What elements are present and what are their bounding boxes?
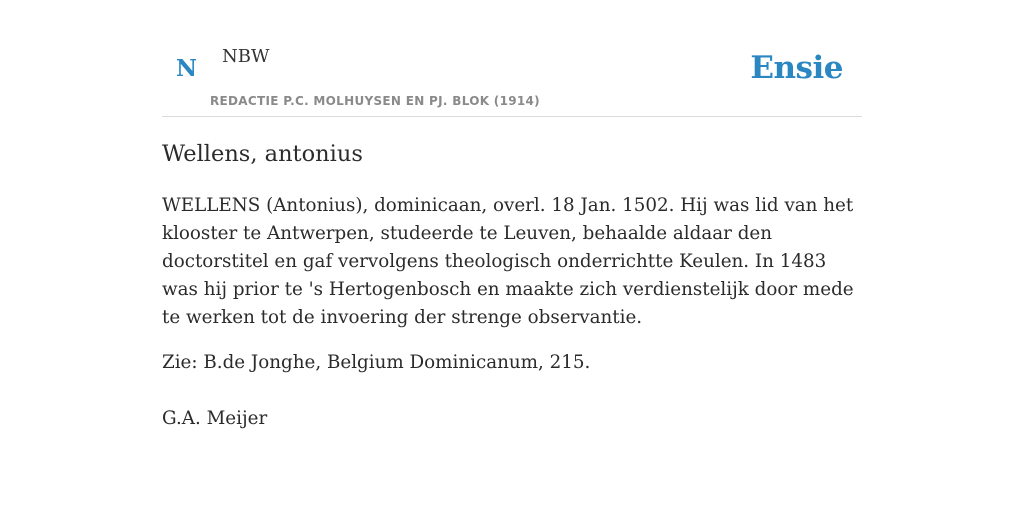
source-editors: REDACTIE P.C. MOLHUYSEN EN PJ. BLOK (1914) bbox=[210, 94, 540, 108]
entry-title: Wellens, antonius bbox=[162, 141, 363, 167]
source-title[interactable]: NBW bbox=[222, 46, 270, 67]
source-logo-icon[interactable]: N bbox=[176, 55, 198, 82]
entry-content bbox=[162, 138, 867, 433]
source-header bbox=[162, 0, 862, 117]
entry-author: G.A. Meijer bbox=[162, 408, 268, 429]
ensie-brand-link[interactable]: Ensie bbox=[750, 50, 843, 86]
entry-body: WELLENS (Antonius), dominicaan, overl. 18 Jan. 1502. Hij was lid van het klooster te Antwerpen, studeerde te Leuven, behaalde aldaar den doctorstitel en gaf vervolgens theologisch onderrichtte Keulen. In 1483 was hij prior te 's Hertogenbosch en maakte zich verdienstelijk door mede te werken tot de invoering der strenge observantie. bbox=[162, 195, 854, 328]
entry-reference: Zie: B.de Jonghe, Belgium Dominicanum, 215. bbox=[162, 352, 591, 373]
